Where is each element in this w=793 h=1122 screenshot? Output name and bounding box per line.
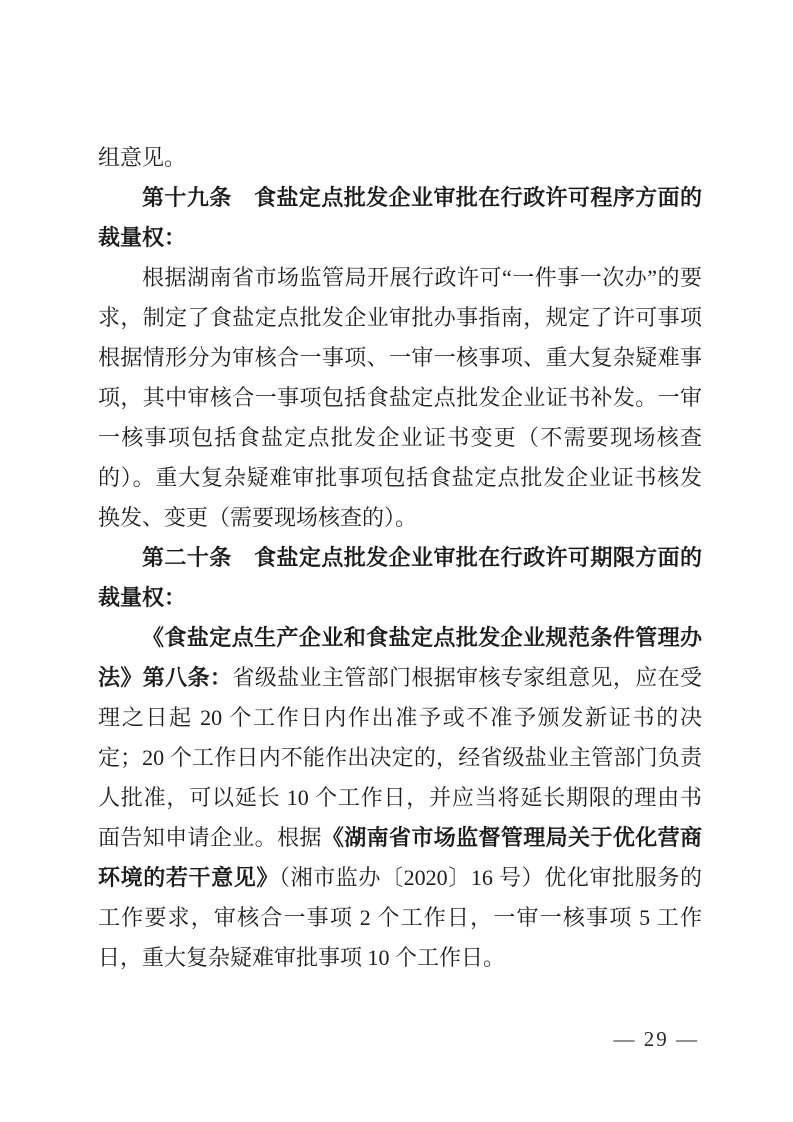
article-19-body: 根据湖南省市场监管局开展行政许可“一件事一次办”的要求，制定了食盐定点批发企业审批办事指南，规定了许可事项根据情形分为审核合一事项、一审一核事项、重大复杂疑难事项，其中审核合一事项包括食盐定点批发企业证书补发。一审一核事项包括食盐定点批发企业证书变更（不需要现场核查的）。重大复杂疑难审批事项包括食盐定点批发企业证书核发换发、变更（需要现场核查的）。: [98, 265, 702, 530]
article-20-heading: 第二十条 食盐定点批发企业审批在行政许可期限方面的裁量权：: [98, 545, 702, 610]
article-20-body: [98, 618, 702, 978]
regulation-citation-1: 《食盐定点生产企业和食盐定点批发企业规范条件管理办法》第八条：: [98, 625, 702, 690]
article-19-heading: 第十九条 食盐定点批发企业审批在行政许可程序方面的裁量权：: [98, 185, 702, 250]
paragraph-carryover: 组意见。: [98, 145, 187, 170]
document-text-block: [98, 138, 702, 978]
article-20-text-1: 省级盐业主管部门根据审核专家组意见，应在受理之日起 20 个工作日内作出准予或不准予颁发新证书的决定；20 个工作日内不能作出决定的，经省级盐业主管部门负责人批准，可以延长 10 个工作日，并应当将延长期限的理由书面告知申请企业。根据: [98, 665, 702, 850]
regulation-citation-2: 《湖南省市场监督管理局关于优化营商环境的若干意见》: [98, 825, 702, 890]
page-number: — 29 —: [613, 1027, 699, 1051]
article-20-text-2: （湘市监办〔2020〕16 号）优化审批服务的工作要求，审核合一事项 2 个工作日，一审一核事项 5 工作日，重大复杂疑难审批事项 10 个工作日。: [98, 865, 702, 970]
